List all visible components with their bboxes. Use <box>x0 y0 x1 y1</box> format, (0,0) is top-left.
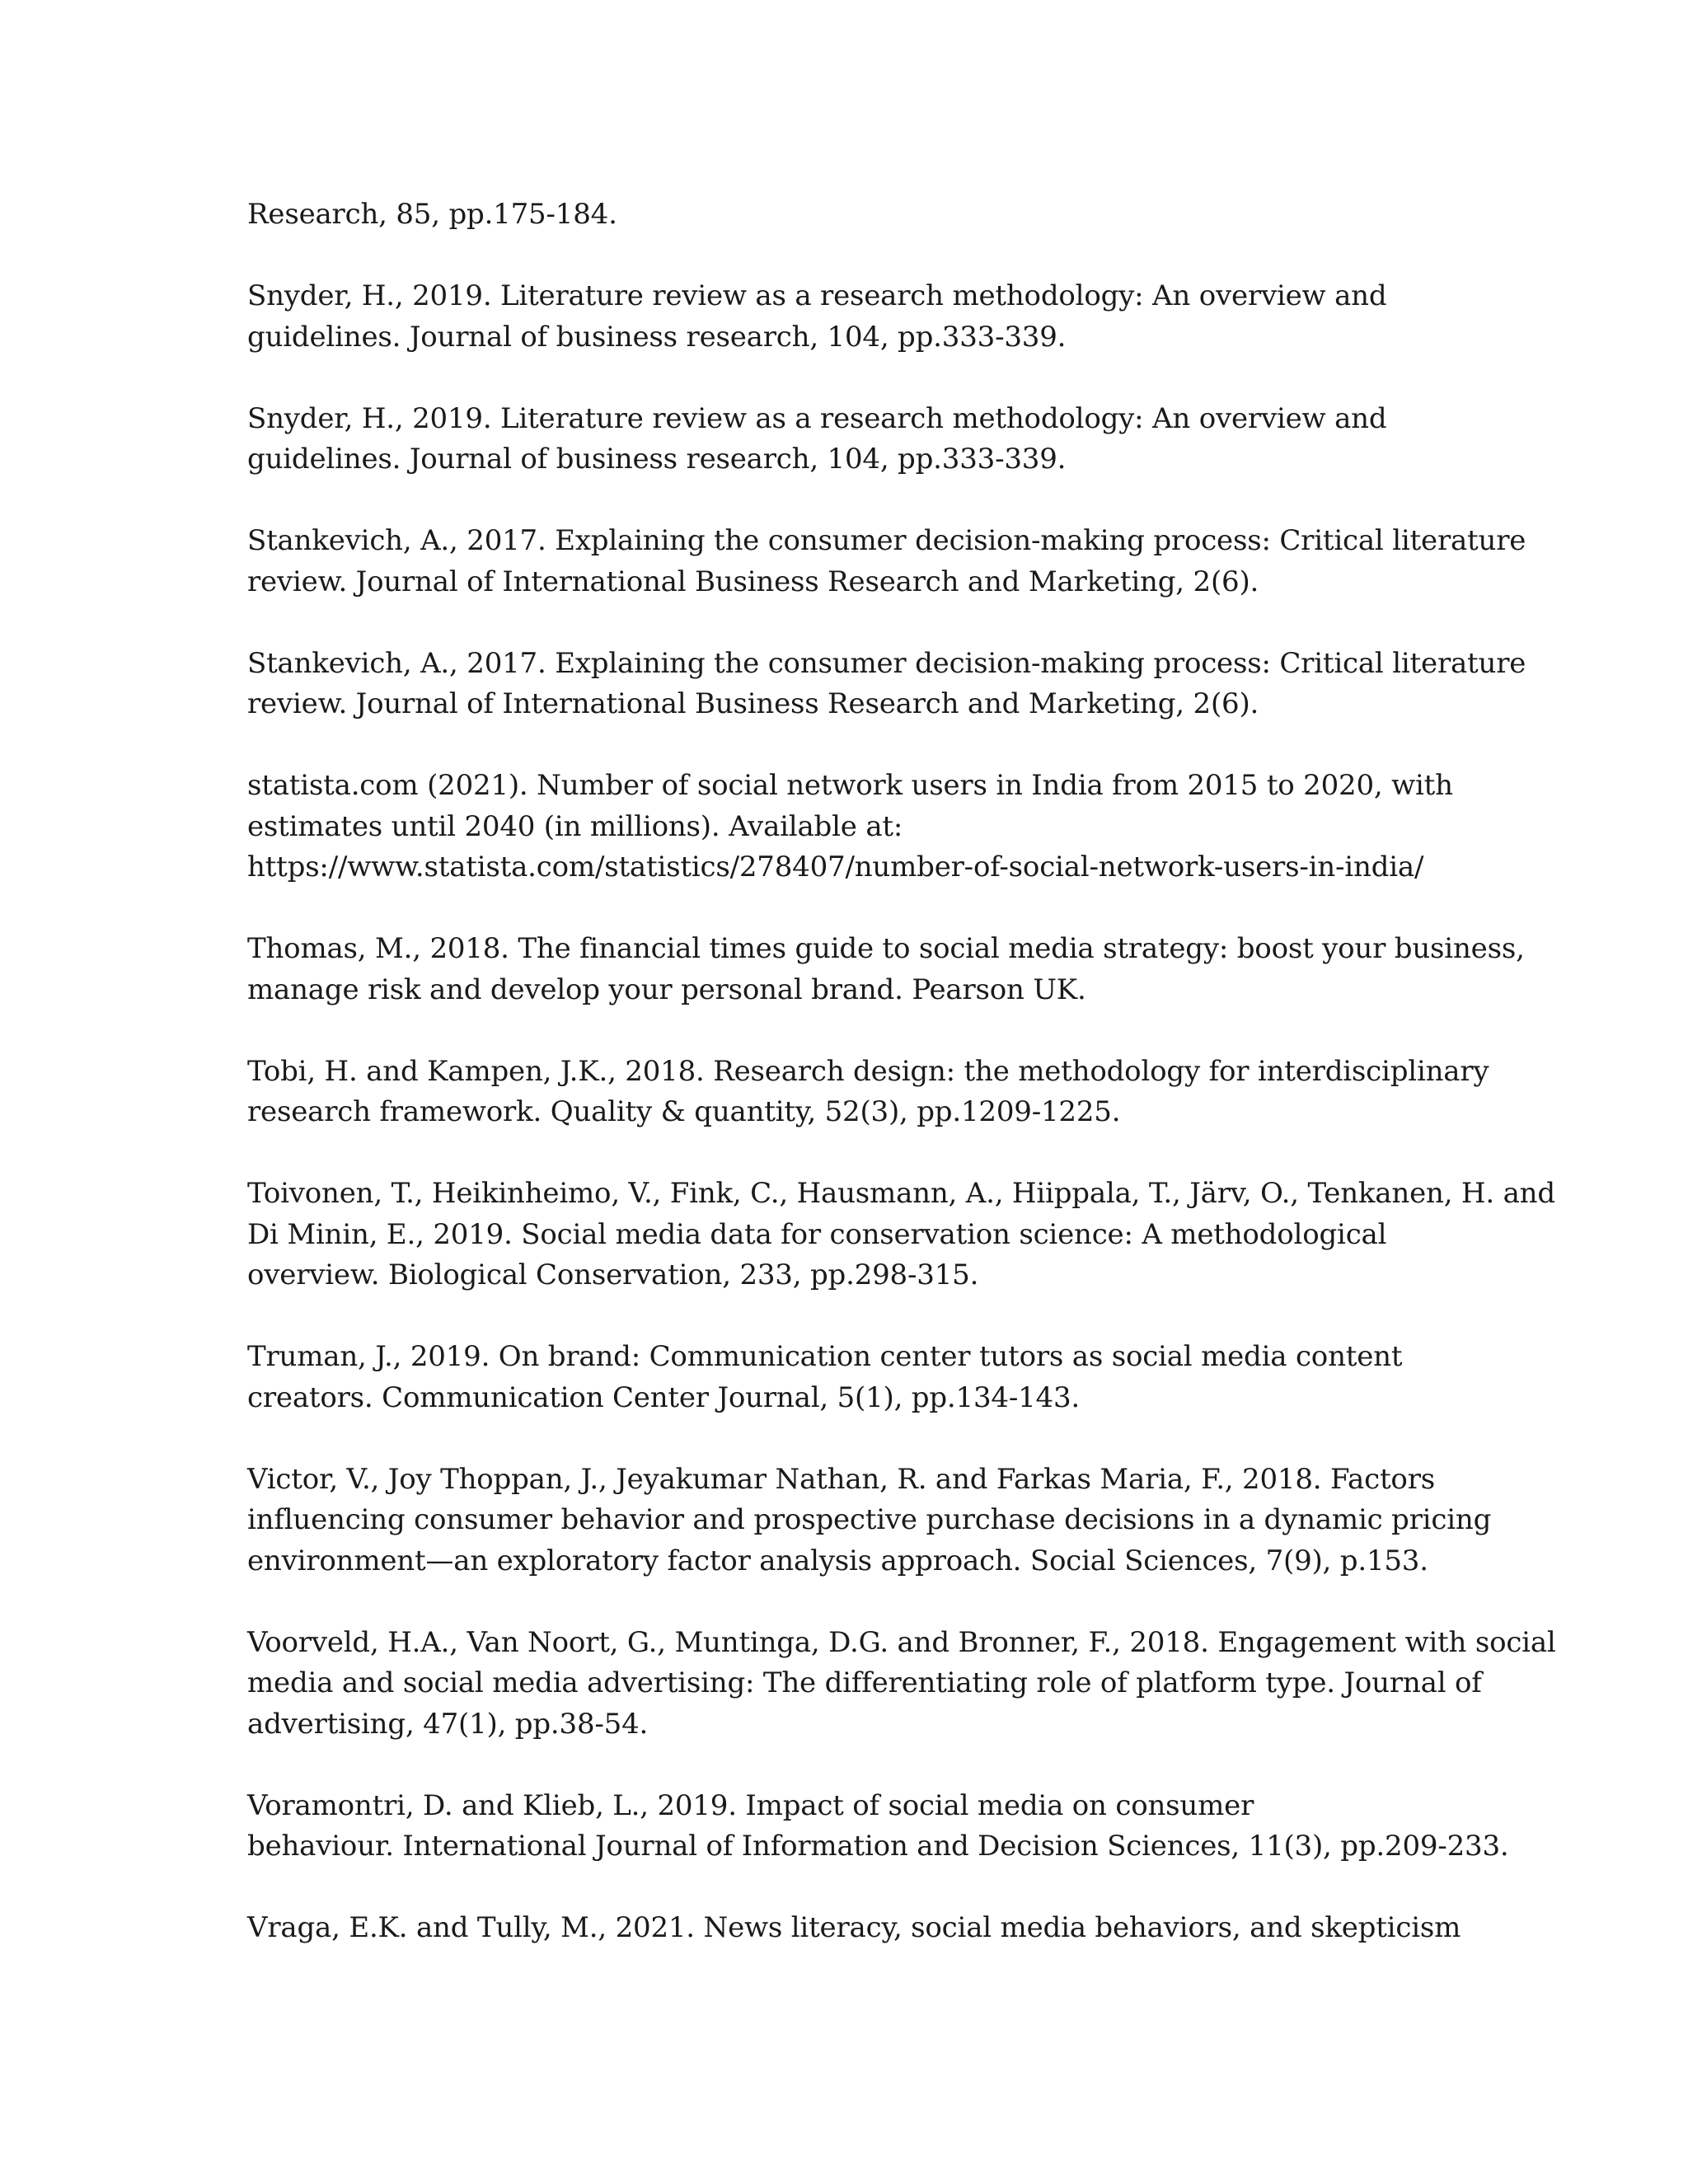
reference-entry <box>247 1908 1461 1949</box>
reference-line: guidelines. Journal of business research, 104, pp.333-339. <box>247 320 1067 354</box>
reference-entry <box>247 1460 1492 1582</box>
reference-line: review. Journal of International Business Research and Marketing, 2(6). <box>247 687 1259 720</box>
reference-line: overview. Biological Conservation, 233, pp.298-315. <box>247 1258 979 1291</box>
reference-entry <box>247 194 1451 236</box>
reference-line: Research, 85, pp.175-184. <box>247 198 617 231</box>
reference-line: Truman, J., 2019. On brand: Communication center tutors as social media content <box>247 1340 1403 1373</box>
reference-line: statista.com (2021). Number of social network users in India from 2015 to 2020, with <box>247 769 1453 802</box>
reference-line: Vraga, E.K. and Tully, M., 2021. News literacy, social media behaviors, and skepticism <box>247 1911 1461 1944</box>
reference-line: Thomas, M., 2018. The financial times guide to social media strategy: boost your business, <box>247 932 1525 965</box>
reference-line: Stankevich, A., 2017. Explaining the consumer decision-making process: Critical literature <box>247 524 1526 557</box>
reference-entry <box>247 929 1525 1010</box>
reference-line: Stankevich, A., 2017. Explaining the consumer decision-making process: Critical literature <box>247 646 1526 680</box>
reference-entry <box>247 521 1526 602</box>
reference-entry <box>247 766 1451 888</box>
reference-line: advertising, 47(1), pp.38-54. <box>247 1707 649 1741</box>
reference-line: estimates until 2040 (in millions). Available at: <box>247 809 903 843</box>
reference-line: review. Journal of International Business Research and Marketing, 2(6). <box>247 565 1259 598</box>
reference-line: influencing consumer behavior and prospective purchase decisions in a dynamic pricing <box>247 1503 1492 1536</box>
reference-entry <box>247 1337 1451 1418</box>
reference-entry <box>247 1174 1555 1296</box>
reference-entry <box>247 1786 1509 1868</box>
reference-line: Victor, V., Joy Thoppan, J., Jeyakumar Nathan, R. and Farkas Maria, F., 2018. Factors <box>247 1462 1435 1496</box>
reference-url: https://www.statista.com/statistics/278407/number-of-social-network-users-in-india/ <box>247 851 1424 883</box>
reference-entry <box>247 644 1526 725</box>
reference-line: behaviour. International Journal of Information and Decision Sciences, 11(3), pp.209-233. <box>247 1830 1509 1863</box>
reference-line: research framework. Quality & quantity, 52(3), pp.1209-1225. <box>247 1095 1121 1128</box>
reference-line: Voramontri, D. and Klieb, L., 2019. Impact of social media on consumer <box>247 1788 1254 1822</box>
reference-line: Tobi, H. and Kampen, J.K., 2018. Research design: the methodology for interdisciplinary <box>247 1054 1489 1088</box>
reference-entry <box>247 1623 1556 1746</box>
reference-line: manage risk and develop your personal brand. Pearson UK. <box>247 972 1086 1006</box>
reference-line: media and social media advertising: The differentiating role of platform type. Journal of <box>247 1666 1482 1699</box>
reference-line: Snyder, H., 2019. Literature review as a research methodology: An overview and <box>247 401 1387 435</box>
reference-entry <box>247 276 1451 358</box>
reference-line: environment—an exploratory factor analysis approach. Social Sciences, 7(9), p.153. <box>247 1544 1428 1577</box>
reference-line: guidelines. Journal of business research, 104, pp.333-339. <box>247 443 1067 476</box>
reference-entry <box>247 399 1451 480</box>
reference-line: Snyder, H., 2019. Literature review as a research methodology: An overview and <box>247 279 1387 312</box>
reference-line: Voorveld, H.A., Van Noort, G., Muntinga, D.G. and Bronner, F., 2018. Engagement with social <box>247 1625 1556 1659</box>
reference-line: Di Minin, E., 2019. Social media data for conservation science: A methodological <box>247 1217 1387 1251</box>
reference-list <box>247 194 1556 1990</box>
reference-entry <box>247 1052 1489 1133</box>
reference-line: Toivonen, T., Heikinheimo, V., Fink, C., Hausmann, A., Hiippala, T., Järv, O., Tenkanen, H. and <box>247 1177 1555 1210</box>
reference-line: creators. Communication Center Journal, 5(1), pp.134-143. <box>247 1380 1081 1414</box>
